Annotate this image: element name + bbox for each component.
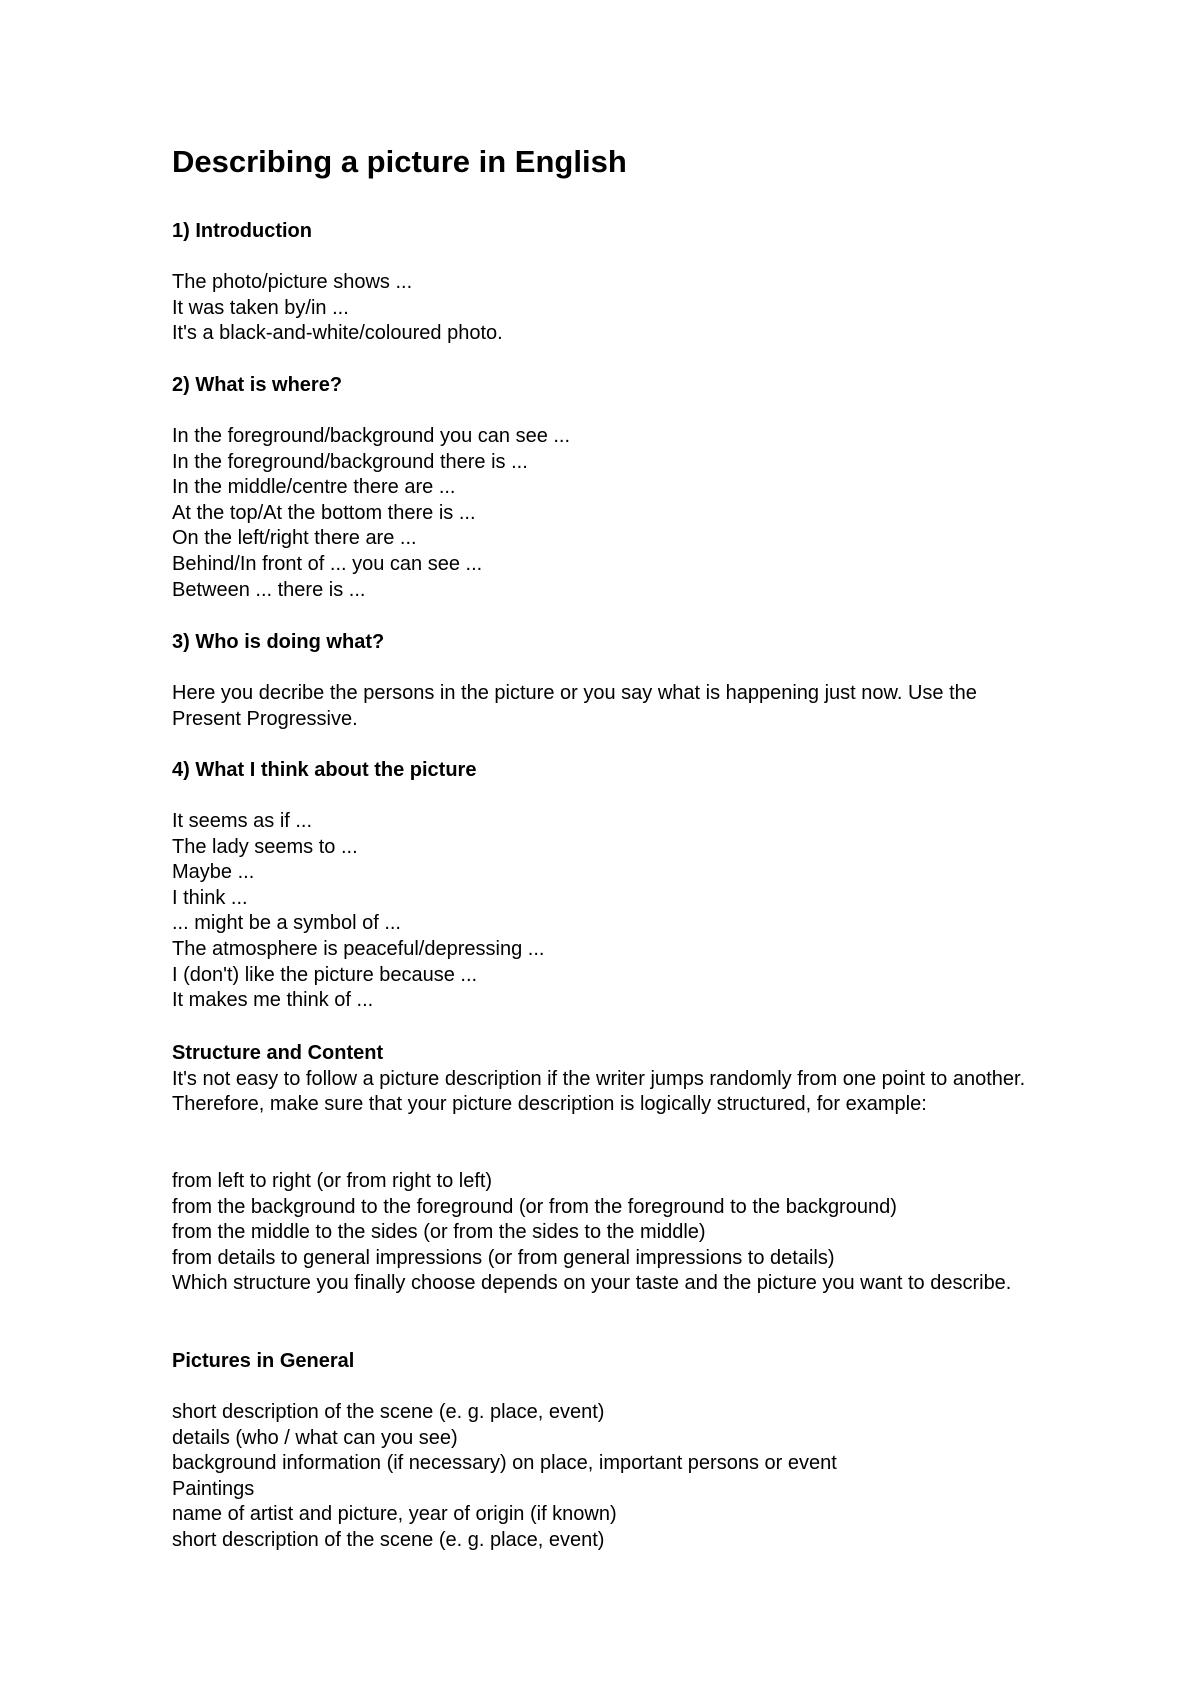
text-line: background information (if necessary) on place, important persons or event bbox=[172, 1452, 837, 1475]
section-introduction-lines bbox=[172, 270, 1052, 347]
section-what-i-think-heading-block bbox=[172, 758, 1052, 784]
text-line: The lady seems to ... bbox=[172, 835, 358, 858]
text-line: It's a black-and-white/coloured photo. bbox=[172, 322, 503, 345]
text-line: ... might be a symbol of ... bbox=[172, 912, 401, 935]
text-line: It makes me think of ... bbox=[172, 989, 374, 1012]
text-line: from details to general impressions (or from general impressions to details) bbox=[172, 1246, 835, 1269]
section-structure-and-content bbox=[172, 1041, 1052, 1118]
text-line: It was taken by/in ... bbox=[172, 296, 349, 319]
section-what-is-where-lines bbox=[172, 424, 1052, 603]
section-heading: Pictures in General bbox=[172, 1350, 355, 1372]
text-line: At the top/At the bottom there is ... bbox=[172, 501, 476, 524]
section-what-i-think-lines bbox=[172, 809, 1052, 1014]
paragraph: It's not easy to follow a picture description if the writer jumps randomly from one point to another. Therefore, make sure that your picture description is logically structured, for example: bbox=[172, 1067, 1026, 1116]
text-line: short description of the scene (e. g. place, event) bbox=[172, 1401, 605, 1423]
section-pictures-in-general-heading-block bbox=[172, 1349, 1052, 1375]
text-line: It seems as if ... bbox=[172, 810, 313, 832]
text-line: The photo/picture shows ... bbox=[172, 271, 413, 293]
text-line: I think ... bbox=[172, 886, 248, 909]
paragraph: Here you decribe the persons in the picture or you say what is happening just now. Use the Present Progressive. bbox=[172, 682, 977, 730]
section-what-is-where-heading-block bbox=[172, 373, 1052, 399]
section-pictures-in-general-lines bbox=[172, 1400, 1052, 1554]
text-line: In the foreground/background there is ... bbox=[172, 450, 528, 473]
text-line: In the foreground/background you can see ... bbox=[172, 425, 571, 447]
text-line: The atmosphere is peaceful/depressing ... bbox=[172, 937, 545, 960]
section-heading: Structure and Content bbox=[172, 1042, 384, 1064]
section-heading: 4) What I think about the picture bbox=[172, 759, 477, 781]
text-line: In the middle/centre there are ... bbox=[172, 476, 456, 499]
text-line: On the left/right there are ... bbox=[172, 527, 417, 550]
text-line: Maybe ... bbox=[172, 861, 255, 884]
text-line: name of artist and picture, year of origin (if known) bbox=[172, 1503, 617, 1526]
section-heading: 3) Who is doing what? bbox=[172, 631, 385, 653]
text-line: from the background to the foreground (or from the foreground to the background) bbox=[172, 1195, 897, 1218]
section-who-is-doing-what-body bbox=[172, 681, 1052, 732]
text-line: from the middle to the sides (or from the sides to the middle) bbox=[172, 1221, 706, 1244]
section-heading: 1) Introduction bbox=[172, 220, 312, 242]
section-introduction-heading-block bbox=[172, 219, 1052, 245]
text-line: details (who / what can you see) bbox=[172, 1426, 458, 1449]
document-title: Describing a picture in English bbox=[172, 144, 627, 179]
text-line: I (don't) like the picture because ... bbox=[172, 963, 478, 986]
section-who-is-doing-what-heading-block bbox=[172, 630, 1052, 656]
text-line: Between ... there is ... bbox=[172, 578, 366, 601]
paragraph: Which structure you finally choose depends on your taste and the picture you want to describe. bbox=[172, 1272, 1012, 1295]
section-heading: 2) What is where? bbox=[172, 374, 343, 396]
text-line: Behind/In front of ... you can see ... bbox=[172, 552, 483, 575]
text-line: short description of the scene (e. g. place, event) bbox=[172, 1528, 605, 1551]
text-line: from left to right (or from right to left) bbox=[172, 1170, 493, 1192]
section-structure-and-content-lines bbox=[172, 1169, 1052, 1297]
text-line: Paintings bbox=[172, 1477, 255, 1500]
